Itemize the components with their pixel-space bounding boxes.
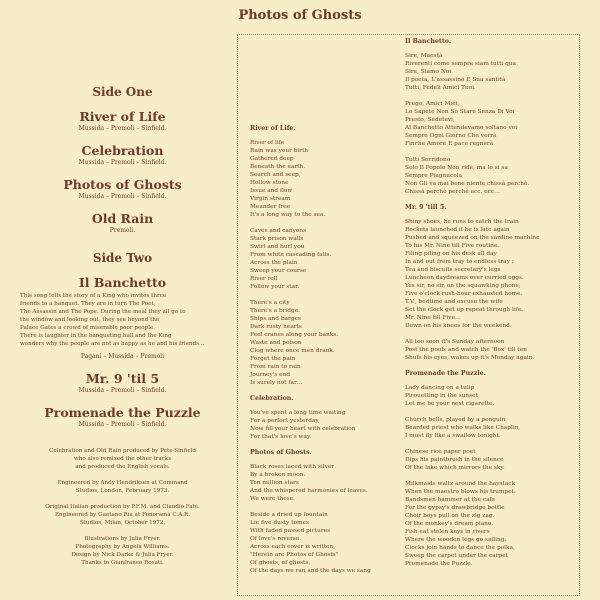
lyric-stanza [250,409,390,441]
lyric-title: Il Banchetto. [405,38,452,45]
description-line: wonders why the people are not as happy as he and his friends… [20,341,205,347]
note-line: Thanks to Gianfranco Rosati. [81,560,164,566]
lyric-line: Stark prison walls [250,236,304,242]
lyric-line: Across each cover is written, [250,544,336,550]
lyric-line: Journey's end [250,372,291,378]
description-line: the window and looking out, they see beyond the [20,317,160,323]
lyric-song [250,395,390,441]
lyric-line: Tutti, Fedeli Amici Tuoi. [405,85,476,91]
lyric-line: Lo Sapete Non So Stare Senza Di Voi [405,109,515,115]
lyric-line: Clocks join hands to dance the polka, [405,545,515,551]
lyric-line: Prego, Amici Miei, [405,101,460,107]
track-title: Photos of Ghosts [63,177,182,192]
side-one-heading: Side One [92,85,153,99]
track-title: Promenade the Puzzle [44,405,201,420]
track-celebration [20,143,225,167]
lyric-song [405,204,575,362]
lyric-stanza [250,139,390,219]
lyric-title: Mr. 9 'till 5. [405,204,447,211]
lyric-line: Chissà perchè perchè ecc. ecc… [405,189,500,195]
lyric-line: Dark rusty hearts [250,324,302,330]
lyric-line: Of love's reverse. [250,536,302,542]
lyric-stanza [405,338,575,362]
description-line: There is laughter in the banqueting hall and the King [20,333,172,339]
lyric-line: Sweep your course [250,268,307,274]
note-line: Design by Nick Darke & Julia Fryer. [71,552,174,558]
lyric-stanza [250,299,390,387]
track-credits: Premoli. [109,227,136,234]
lyric-line: Meander free [250,204,291,210]
lyric-line: Post the pools and watch the 'Box' till ten [405,347,527,353]
lyric-title: Celebration. [250,395,294,402]
track-title: Il Banchetto [78,275,167,290]
track-mr-9-til-5 [20,371,225,395]
lyric-line: Lady dancing on a tulip [405,385,475,391]
lyric-line: Search and seep, [250,172,301,178]
track-photos-of-ghosts [20,177,225,201]
lyric-line: Finche Amore E pace regnerà. [405,141,495,147]
lyric-line: Tea and biscuits secretary's legs [405,267,501,273]
description-line: This song tells the story of a King who invites three [20,293,167,299]
track-title: River of Life [79,109,166,124]
lyric-line: Promenade the Puzzle. [405,561,473,567]
lyric-line: Dips his paintbrush in the silence [405,457,504,463]
lyric-line: Sweep the carpet under the carpet [405,553,508,559]
track-river-of-life [20,109,225,133]
lyric-line: Of the monkey's dream piano. [405,521,494,527]
lyric-line: Where the wooden legs go sailing. [405,537,507,543]
note-line: Celebration and Old Rain produced by Pete Sinfield [49,448,196,454]
lyric-song [405,38,575,196]
lyric-line: Of the lake which mirrors the sky. [405,465,505,471]
side-two-heading: Side Two [92,251,153,265]
lyric-line: Chinese rice paper poet [405,449,476,455]
lyric-line: Virgin stream [250,196,291,202]
lyric-title: Promenade the Puzzle. [405,370,486,377]
lyric-line: Tutti Sorridono [405,157,451,163]
lyric-line: In and out from tray to endless tray ; [405,259,514,265]
lyric-line: Rain was your birth [250,148,309,154]
lyric-stanza [250,463,390,503]
lyric-line: Hollow stone [250,180,289,186]
track-credits: Mussida – Premoli – Sinfield. [78,387,167,394]
lyric-line: Bandsmen hammer at the cafe [405,497,496,503]
lyric-line: By a broken moon. [250,472,306,478]
lyric-line: Pirouetting in the sunset [405,393,478,399]
lyric-line: All too soon it's Sunday afternoon [405,339,505,345]
lyric-line: Riverenti come sempre siam tutti qua [405,61,516,67]
note-line: Illustrations by Julia Fryer. [84,536,161,542]
track-old-rain [20,211,225,235]
track-title: Celebration [81,143,164,158]
description-line: Palace Gates a crowd of miserable poor people. [20,325,156,331]
lyric-line: Mr. Nine till Five… [405,315,461,321]
lyric-line: And the whispered harmonies of leaves. [250,488,368,494]
lyric-line: Caves and canyons [250,228,307,234]
track-listing [20,85,225,575]
lyric-line: River of life [250,140,285,146]
lyric-line: From white cascading falls. [250,252,332,258]
production-notes [20,447,225,567]
lyric-line: Let me be your next cigarette. [405,401,495,407]
lyric-line: Filing piling on his desk all day [405,251,497,257]
lyric-line: Rockets launched if he is late again [405,227,510,233]
lyric-line: Issue and flow [250,188,293,194]
lyric-line: Lie five dusty tomes [250,520,309,526]
lyric-line: Sire, Siamo Noi [405,69,452,75]
lyric-line: Il poeta, L'assassino E Sua santità [405,77,506,83]
lyric-line: We were these. [250,496,295,502]
lyric-line: I must fly like a swallow tonight. [405,433,501,439]
lyric-line: When the maestro blows his trumpet. [405,489,516,495]
lyric-line: Milkmaids waltz around the haystack [405,481,516,487]
lyric-line: Five o'clock rush-hour exhausted home. [405,291,523,297]
lyric-line: Forget the pain [250,356,296,362]
lyric-line: You've spent a long time waiting [250,410,346,416]
lyric-song [405,370,575,568]
lyric-line: T.V., bedtime and excuse the wife [405,299,503,305]
lyric-line: Presto, Sedetevi, [405,117,455,123]
description-line: The Assassin and The Pope. During the meal they all go to [20,309,186,315]
track-credits: Mussida – Premoli – Sinfield. [78,159,167,166]
track-credits: Mussida – Premoli – Sinfield. [78,193,167,200]
lyric-line: Set the clock get up repeat through life. [405,307,524,313]
lyric-line: Black roses laced with silver [250,464,335,470]
lyric-line: Fish eat stolen keys in rivers [405,529,490,535]
lyric-song [250,125,390,387]
lyric-stanza [250,227,390,291]
lyric-stanza [405,480,575,568]
notes-paragraph [20,447,225,471]
page-title: Photos of Ghosts [238,8,362,23]
note-line: Studios, London, February 1973. [75,488,170,494]
lyric-line: Sire, Maestà [405,53,443,59]
lyric-line: Church bells, played by a penguin [405,417,506,423]
lyric-line: Non Gli va mai bene niente chissà perchè. [405,181,530,187]
lyric-line: Sempre Ogni Giorno Che verrà [405,133,497,139]
lyric-line: Feel cranes along your banks. [250,332,339,338]
lyric-line: Swirl and hurl you [250,244,305,250]
lyric-line: Bearded priest who walks like Chaplin, [405,425,521,431]
track-title: Mr. 9 'til 5 [85,371,160,386]
lyric-stanza [405,100,575,148]
lyric-stanza [405,156,575,196]
lyric-line: Across the plain [250,260,298,266]
track-credits: Mussida – Premoli – Sinfield. [78,125,167,132]
lyric-line: Ships and barges [250,316,301,322]
lyric-line: River roll [250,276,278,282]
note-line: who also remixed the other tracks [73,456,172,462]
lyric-title: Photos of Ghosts. [250,449,312,456]
lyric-line: Yes sir, no sir, on the squawking phone, [405,283,521,289]
lyric-stanza [405,416,575,440]
lyric-line: Beside a dried up fountain [250,512,328,518]
lyric-stanza [405,384,575,408]
lyric-song [250,449,390,575]
lyric-line: For the gypsy's drawbridge bottle [405,505,505,511]
lyric-line: Beneath the earth. [250,164,306,170]
notes-paragraph [20,503,225,527]
description-line: friends to a banquet. They are in turn The Poet, [20,301,156,307]
lyric-line: With faded passed pictures [250,528,331,534]
note-line: Engineered by Andy Hendriksen at Command [57,480,188,486]
note-line: and produced the English vocals. [75,464,170,470]
lyric-line: "Herein are Photos of Ghosts" [250,552,339,558]
lyric-line: Waste and poison [250,340,302,346]
lyric-title: River of Life. [250,125,296,132]
lyric-line: Of the days we ran and the days we sang [250,568,371,574]
note-line: Engineered by Gaetano Ria at Fonorama C.A.R. [54,512,191,518]
lyric-stanza [250,511,390,575]
track-credits: Mussida – Premoli – Sinfield. [78,421,167,428]
track-title: Old Rain [91,211,154,226]
lyric-line: Luncheon daydreams over curried eggs. [405,275,524,281]
lyric-stanza [405,52,575,92]
lyric-line: Solo Il Popolo Non ride, ma lo si sa [405,165,508,171]
lyric-line: Now fill your heart with celebration [250,426,356,432]
track-il-banchetto [20,275,225,361]
lyric-line: Down on his knees for the weekend. [405,323,512,329]
lyric-line: Sempre Piagnucola [405,173,463,179]
lyric-line: For a perfect yesterday, [250,418,320,424]
lyric-stanza [405,218,575,330]
lyrics-column-left [250,125,390,583]
lyric-line: Pushed and squeezed on the sardine machine [405,235,540,241]
note-line: Original Italian production by P.F.M. and Claudio Fabi. [45,504,200,510]
lyric-line: It's a long way to the sea. [250,212,326,218]
lyric-line: From rain to rain [250,364,301,370]
lyric-line: There's a city [250,300,290,306]
lyric-line: To his Mr. Nine till Five routine. [405,243,500,249]
lyric-line: Follow your star. [250,284,300,290]
lyric-line: Clog where once men drank. [250,348,335,354]
note-line: Studios, Milan, October 1972. [79,520,166,526]
note-line: Photography by Angela Williams. [75,544,170,550]
lyric-line: Is surely not far… [250,380,303,386]
lyric-line: Shuts his eyes, wakes up it's Monday again. [405,355,535,361]
lyric-line: Shiny shoes, he runs to catch the train [405,219,519,225]
track-description [20,292,225,348]
track-credits: Pagani – Mussida – Premoli [80,353,165,360]
lyrics-column-right [405,38,575,576]
lyric-line: For that's love's way. [250,434,312,440]
notes-paragraph [20,479,225,495]
lyric-line: Of ghosts, of ghosts, [250,560,311,566]
lyric-line: Al Banchetto Attendevamo soltano voi [405,125,518,131]
notes-paragraph [20,535,225,567]
track-promenade-the-puzzle [20,405,225,429]
lyric-line: Ten million stars [250,480,299,486]
lyric-line: Gathered deep [250,156,294,162]
lyric-line: Choir boys pull on the zig zag. [405,513,495,519]
lyric-stanza [405,448,575,472]
lyric-line: There's a bridge. [250,308,300,314]
